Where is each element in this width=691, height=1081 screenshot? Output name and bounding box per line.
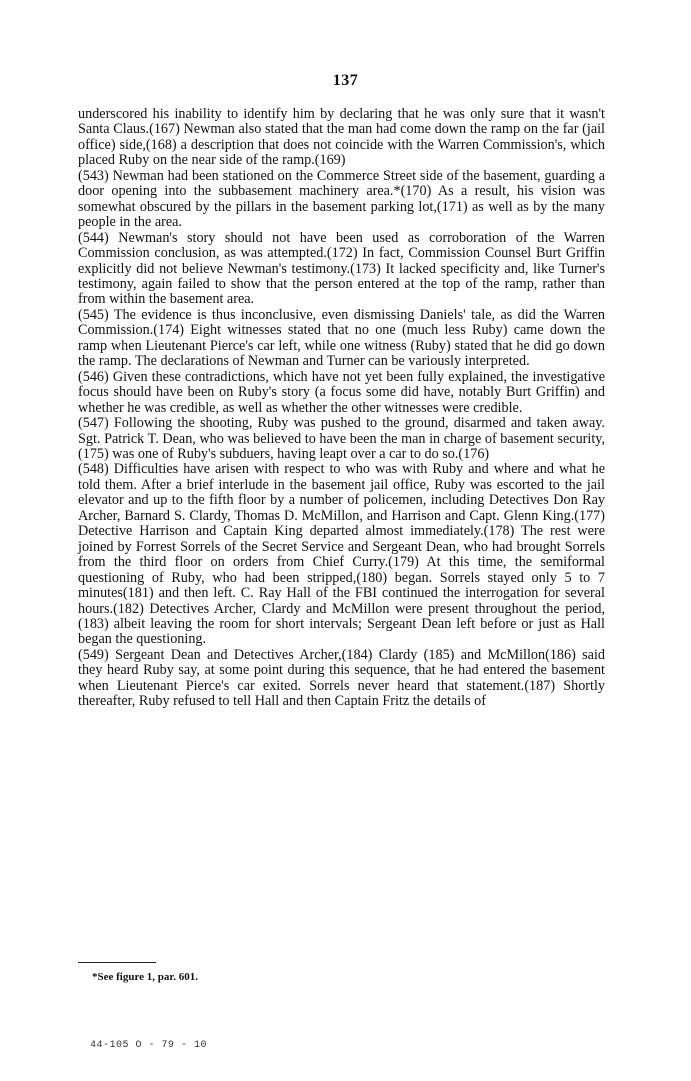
paragraph-continued — [78, 107, 605, 169]
page-number: 137 — [332, 72, 359, 89]
paragraph-545 — [78, 308, 605, 370]
paragraph-text: Given these contradictions, which have not yet been fully explained, the investigative focus should have been on Ruby's story (a focus some did have, notably Burt Griffin) and whether he was credible, as well as whether the other witnesses were credible. — [78, 368, 605, 416]
paragraph-text: The evidence is thus inconclusive, even dismissing Daniels' tale, as did the Warren Commission.(174) Eight witnesses stated that no one (much less Ruby) came down the ramp when Lieutenant Pierce's car left, while one witness (Ruby) stated that he did go down the ramp. The declarations of Newman and Turner can be variously interpreted. — [78, 306, 606, 370]
paragraph-number: (547) — [78, 415, 109, 432]
paragraph-549 — [78, 648, 605, 710]
paragraph-548 — [78, 462, 605, 647]
paragraph-547 — [78, 416, 605, 462]
paragraph-number: (543) — [78, 167, 109, 184]
footnote: *See figure 1, par. 601. — [92, 971, 199, 983]
paragraph-544 — [78, 231, 605, 308]
paragraph-text: Following the shooting, Ruby was pushed to the ground, disarmed and taken away. Sgt. Patrick T. Dean, who was believed to have been the man in charge of basement security,(175) was one of Ruby's subduers, having leapt over a car to do so.(176) — [78, 415, 605, 462]
body-text — [78, 107, 605, 710]
paragraph-number: (546) — [78, 368, 109, 385]
paragraph-number: (549) — [78, 646, 109, 663]
paragraph-number: (548) — [78, 461, 109, 478]
paragraph-text: underscored his inability to identify him by declaring that he was only sure that it wasn't Santa Claus.(167) Newman also stated that the man had come down the ramp on the far (jail office) side,(168) a description that does not coincide with the Warren Commission's, which placed Ruby on the near side of the ramp.(169) — [78, 106, 605, 169]
paragraph-number: (544) — [78, 229, 109, 246]
footnote-divider — [78, 962, 156, 963]
paragraph-text: Newman had been stationed on the Commerce Street side of the basement, guarding a door opening into the subbasement machinery area.*(170) As a result, his vision was somewhat obscured by the pillars in the basement parking lot,(171) as well as by the many people in the area. — [78, 167, 606, 231]
paragraph-number: (545) — [78, 306, 109, 323]
print-code: 44-105 O - 79 - 10 — [90, 1040, 208, 1051]
paragraph-546 — [78, 370, 605, 416]
paragraph-text: Sergeant Dean and Detectives Archer,(184) Clardy (185) and McMillon(186) said they heard Ruby say, at some point during this sequence, that he had entered the basement when Lieutenant Pierce's car exited. Sorrels never heard that statement.(187) Shortly thereafter, Ruby refused to tell Hall and then Captain Fritz the details of — [78, 646, 606, 710]
paragraph-543 — [78, 169, 605, 231]
paragraph-text: Difficulties have arisen with respect to who was with Ruby and where and what he told them. After a brief interlude in the basement jail office, Ruby was escorted to the jail elevator and up to the fifth floor by a number of policemen, including Detectives Don Ray Archer, Barnard S. Clardy, Thomas D. McMillon, and Harrison and Capt. Glenn King.(177) Detective Harrison and Captain King departed almost immediately.(178) The rest were joined by Forrest Sorrels of the Secret Service and Sergeant Dean, who had brought Sorrels from the third floor on orders from Chief Curry.(179) At this time, the semiformal questioning of Ruby, who had been stripped,(180) began. Sorrels stayed only 5 to 7 minutes(181) and then left. C. Ray Hall of the FBI continued the interrogation for several hours.(182) Detectives Archer, Clardy and McMillon were present throughout the period,(183) albeit leaving the room for short intervals; Sergeant Dean left before or just as Hall began the questioning. — [78, 461, 606, 648]
paragraph-text: Newman's story should not have been used as corroboration of the Warren Commission conclusion, as was attempted.(172) In fact, Commission Counsel Burt Griffin explicitly did not believe Newman's testimony.(173) It lacked specificity and, like Turner's testimony, again failed to show that the person entered at the top of the ramp, rather than from within the basement area. — [78, 229, 605, 308]
